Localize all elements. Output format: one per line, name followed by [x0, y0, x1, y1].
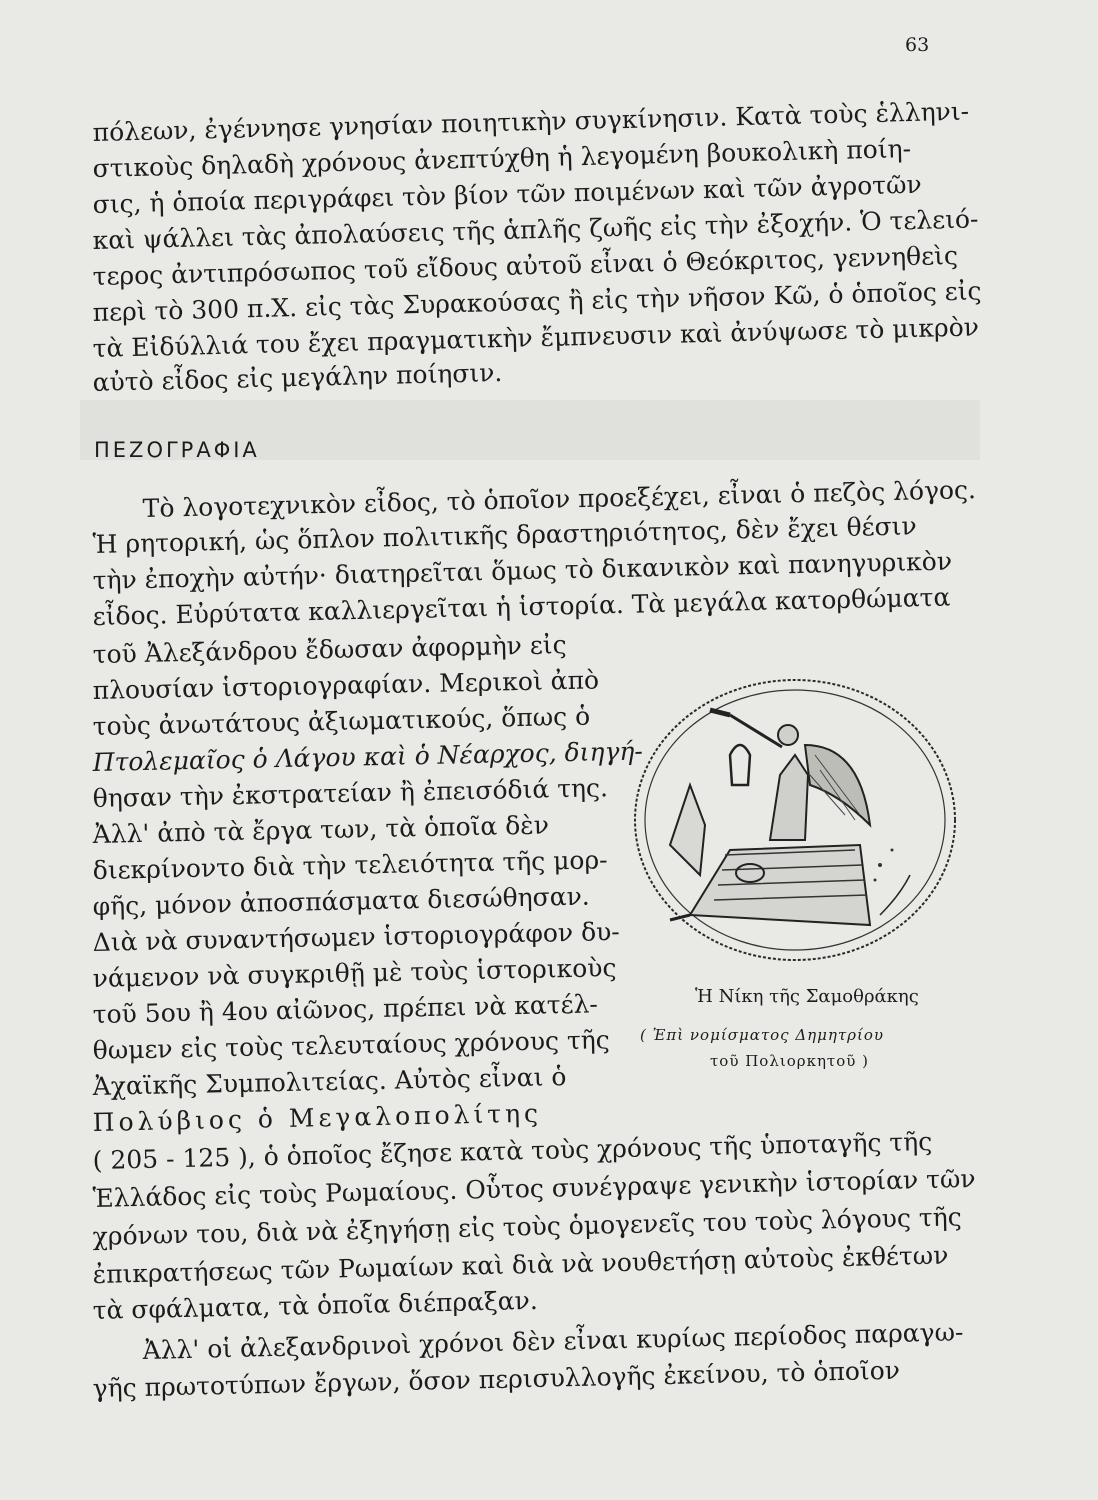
text-line: αὐτὸ εἶδος εἰς μεγάλην ποίησιν.: [92, 357, 503, 397]
page-number: 63: [905, 34, 930, 56]
text-line: ἐπικρατήσεως τῶν Ρωμαίων καὶ διὰ νὰ νουθετήσῃ αὐτοὺς ἐκθέτων: [92, 1240, 949, 1289]
text-line: καὶ ψάλλει τὰς ἀπολαύσεις τῆς ἁπλῆς ζωῆς εἰς τὴν ἐξοχήν. Ὁ τελειό-: [92, 204, 979, 255]
text-line: τοὺς ἀνωτάτους ἀξιωματικούς, ὅπως ὁ: [92, 701, 591, 741]
text-line: Διὰ νὰ συναντήσωμεν ἱστοριογράφον δυ-: [92, 916, 621, 957]
figure-caption-title: Ἡ Νίκη τῆς Σαμοθράκης: [695, 986, 919, 1007]
figure-caption-line-1: ( Ἐπὶ νομίσματος Δημητρίου: [640, 1026, 885, 1044]
text-line: Ἡ ρητορική, ὡς ὅπλον πολιτικῆς δραστηριότητος, δὲν ἔχει θέσιν: [92, 511, 917, 559]
text-line: σις, ἡ ὁποία περιγράφει τὸν βίον τῶν ποιμένων καὶ τῶν ἀγροτῶν: [92, 169, 922, 219]
text-line: Ἀχαϊκῆς Συμπολιτείας. Αὐτὸς εἶναι ὁ: [92, 1062, 567, 1101]
text-line: τοῦ 5ου ἢ 4ου αἰῶνος, πρέπει νὰ κατέλ-: [92, 989, 599, 1029]
text-line: Ἀλλ' ἀπὸ τὰ ἔργα των, τὰ ὁποῖα δὲν: [92, 810, 550, 849]
text-line: Τὸ λογοτεχνικὸν εἶδος, τὸ ὁποῖον προεξέχει, εἶναι ὁ πεζὸς λόγος.: [142, 475, 977, 523]
text-line: Ἀλλ' οἱ ἀλεξανδρινοὶ χρόνοι δὲν εἶναι κυρίως περίοδος παραγω-: [142, 1317, 964, 1365]
text-line: Πολύβιος ὁ Μεγαλοπολίτης: [92, 1098, 543, 1137]
text-line: τὴν ἐποχὴν αὐτήν· διατηρεῖται ὅμως τὸ δικανικὸν καὶ πανηγυρικὸν: [92, 546, 953, 595]
text-line: διεκρίνοντο διὰ τὴν τελειότητα τῆς μορ-: [92, 845, 608, 885]
text-line: τοῦ Ἀλεξάνδρου ἔδωσαν ἀφορμὴν εἰς: [92, 630, 567, 669]
text-line: Ἑλλάδος εἰς τοὺς Ρωμαίους. Οὗτος συνέγραψε γενικὴν ἱστορίαν τῶν: [92, 1163, 976, 1213]
text-line: θωμεν εἰς τοὺς τελευταίους χρόνους τῆς: [92, 1025, 611, 1065]
text-line: περὶ τὸ 300 π.Χ. εἰς τὰς Συρακούσας ἢ εἰς τὴν νῆσον Κῶ, ὁ ὁποῖος εἰς: [92, 276, 982, 327]
text-line: χρόνων του, διὰ νὰ ἐξηγήσῃ εἰς τοὺς ὁμογενεῖς του τοὺς λόγους τῆς: [92, 1202, 962, 1251]
section-heading: ΠΕΖΟΓΡΑΦΙΑ: [94, 438, 260, 462]
text-line: εἶδος. Εὐρύτατα καλλιεργεῖται ἡ ἱστορία. Τὰ μεγάλα κατορθώματα: [92, 582, 951, 631]
text-line: νάμενον νὰ συγκριθῇ μὲ τοὺς ἱστορικοὺς: [92, 953, 617, 993]
text-line: τὰ Εἰδύλλιά του ἔχει πραγματικὴν ἔμπνευσιν καὶ ἀνύψωσε τὸ μικρὸν: [92, 312, 980, 363]
coin-illustration: [630, 675, 960, 965]
text-line: φῆς, μόνον ἀποσπάσματα διεσώθησαν.: [92, 881, 590, 921]
text-line: τὰ σφάλματα, τὰ ὁποῖα διέπραξαν.: [92, 1285, 539, 1325]
text-line: πόλεων, ἐγέννησε γνησίαν ποιητικὴν συγκίνησιν. Κατὰ τοὺς ἑλληνι-: [92, 96, 970, 147]
text-line: πλουσίαν ἱστοριογραφίαν. Μερικοὶ ἀπὸ: [92, 665, 600, 705]
text-line: θησαν τὴν ἐκστρατείαν ἢ ἐπεισόδιά της.: [92, 773, 609, 813]
figure-caption-line-2: τοῦ Πολιορκητοῦ ): [710, 1052, 869, 1070]
text-line: γῆς πρωτοτύπων ἔργων, ὅσον περισυλλογῆς ἐκείνου, τὸ ὁποῖον: [92, 1355, 901, 1403]
text-line: στικοὺς δηλαδὴ χρόνους ἀνεπτύχθη ἡ λεγομένη βουκολικὴ ποίη-: [92, 134, 912, 183]
text-line: τερος ἀντιπρόσωπος τοῦ εἴδους αὐτοῦ εἶναι ὁ Θεόκριτος, γεννηθεὶς: [92, 240, 959, 291]
text-line: ( 205 - 125 ), ὁ ὁποῖος ἔζησε κατὰ τοὺς χρόνους τῆς ὑποταγῆς τῆς: [92, 1126, 933, 1175]
text-line: Πτολεμαῖος ὁ Λάγου καὶ ὁ Νέαρχος, διηγή-: [92, 736, 644, 777]
